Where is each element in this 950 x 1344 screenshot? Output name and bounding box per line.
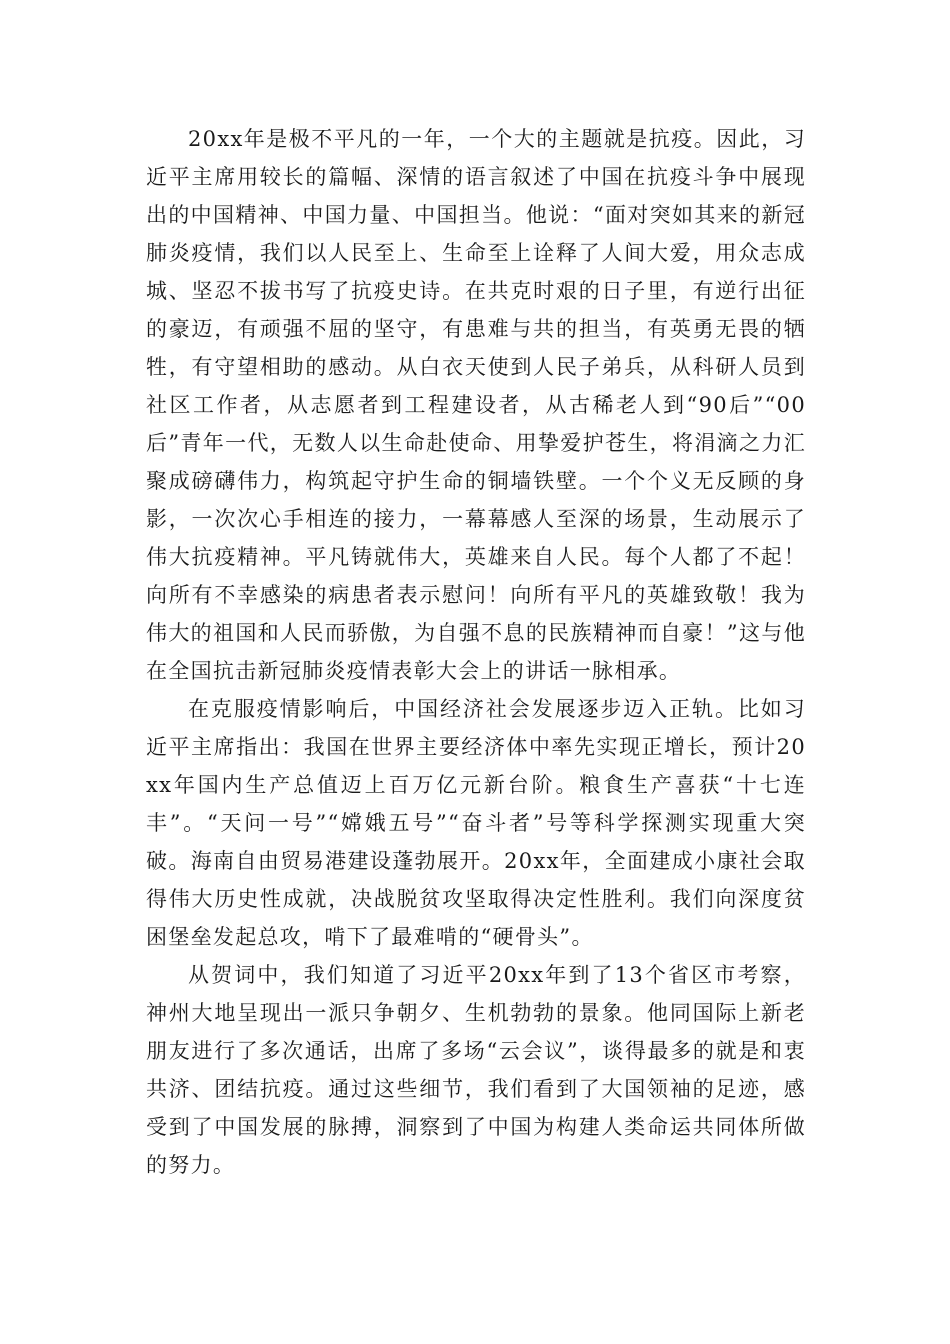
paragraph-1: 20xx年是极不平凡的一年，一个大的主题就是抗疫。因此，习近平主席用较长的篇幅、深情的语言叙述了中国在抗疫斗争中展现出的中国精神、中国力量、中国担当。他说：“面对突如其来的新冠肺炎疫情，我们以人民至上、生命至上诠释了人间大爱，用众志成城、坚忍不拔书写了抗疫史诗。在共克时艰的日子里，有逆行出征的豪迈，有顽强不屈的坚守，有患难与共的担当，有英勇无畏的牺牲，有守望相助的感动。从白衣天使到人民子弟兵，从科研人员到社区工作者，从志愿者到工程建设者，从古稀老人到“90后”“00后”青年一代，无数人以生命赴使命、用挚爱护苍生，将涓滴之力汇聚成磅礴伟力，构筑起守护生命的铜墙铁壁。一个个义无反顾的身影，一次次心手相连的接力，一幕幕感人至深的场景，生动展示了伟大抗疫精神。平凡铸就伟大，英雄来自人民。每个人都了不起！向所有不幸感染的病患者表示慰问！向所有平凡的英雄致敬！我为伟大的祖国和人民而骄傲，为自强不息的民族精神而自豪！”这与他在全国抗击新冠肺炎疫情表彰大会上的讲话一脉相承。 xyxy=(146,127,806,683)
paragraph-2: 在克服疫情影响后，中国经济社会发展逐步迈入正轨。比如习近平主席指出：我国在世界主要经济体中率先实现正增长，预计20xx年国内生产总值迈上百万亿元新台阶。粮食生产喜获“十七连丰”。“天问一号”“嫦娥五号”“奋斗者”号等科学探测实现重大突破。海南自由贸易港建设蓬勃展开。20xx年，全面建成小康社会取得伟大历史性成就，决战脱贫攻坚取得决定性胜利。我们向深度贫困堡垒发起总攻，啃下了最难啃的“硬骨头”。 xyxy=(146,697,806,949)
paragraph-3: 从贺词中，我们知道了习近平20xx年到了13个省区市考察，神州大地呈现出一派只争朝夕、生机勃勃的景象。他同国际上新老朋友进行了多次通话，出席了多场“云会议”，谈得最多的就是和衷共济、团结抗疫。通过这些细节，我们看到了大国领袖的足迹，感受到了中国发展的脉搏，洞察到了中国为构建人类命运共同体所做的努力。 xyxy=(146,963,806,1177)
document-body xyxy=(146,120,806,1184)
